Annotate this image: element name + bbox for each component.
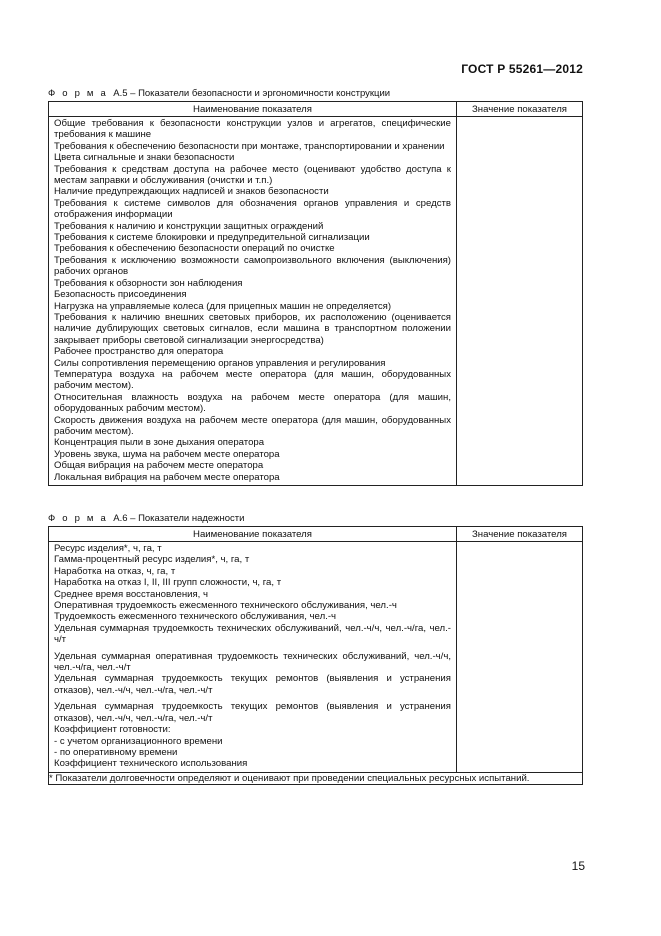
- table-row: Требования к обеспечению безопасности операций по очистке: [54, 243, 335, 255]
- table-row: Общие требования к безопасности конструкции узлов и агрегатов, специфические требования к машине: [54, 118, 451, 141]
- table-row: Относительная влажность воздуха на рабочем месте оператора (для машин, оборудованных рабочим местом).: [54, 391, 451, 415]
- table-row: Ресурс изделия*, ч, га, т: [54, 543, 162, 554]
- table-row: Уровень звука, шума на рабочем месте оператора: [54, 448, 280, 460]
- table-row: Общая вибрация на рабочем месте оператора: [54, 460, 264, 472]
- table-row: Концентрация пыли в зоне дыхания оператора: [54, 437, 265, 449]
- table-row: Требования к средствам доступа на рабочее место (оценивают удобство доступа к местам заправки и обслуживания (очистки и т.п.): [54, 163, 451, 187]
- table-row: Требования к обеспечению безопасности при монтаже, транспортировании и хранении: [54, 140, 445, 152]
- table-row: Трудоемкость ежесменного технического обслуживания, чел.-ч: [54, 611, 337, 623]
- form-a6-header-name: Наименование показателя: [49, 527, 457, 542]
- table-row: Оперативная трудоемкость ежесменного технического обслуживания, чел.-ч: [54, 600, 397, 612]
- form-a5-form-word: Ф о р м а: [48, 88, 108, 99]
- form-a6-title: А.6 – Показатели надежности: [113, 513, 245, 524]
- table-row: Удельная суммарная трудоемкость текущих ремонтов (выявления и устранения отказов), чел.-ч/ч, чел.-ч/га, чел.-ч/т: [54, 673, 451, 696]
- table-row: - с учетом организационного времени: [54, 735, 223, 747]
- table-row: Гамма-процентный ресурс изделия*, ч, га, т: [54, 554, 250, 566]
- table-row: Силы сопротивления перемещению органов управления и регулирования: [54, 357, 386, 369]
- form-a6-table: [48, 526, 583, 785]
- table-row: Рабочее пространство для оператора: [54, 346, 224, 358]
- form-a5-header-name: Наименование показателя: [49, 102, 457, 117]
- table-row: Коэффициент готовности:: [54, 724, 171, 736]
- form-a6-caption: [48, 513, 244, 524]
- form-a5-value-cell: [457, 117, 583, 486]
- table-row: Требования к системе символов для обозначения органов управления и средств отображения информации: [54, 197, 451, 221]
- form-a5-caption: [48, 88, 390, 99]
- table-row: Коэффициент технического использования: [54, 758, 248, 770]
- table-row: Требования к системе блокировки и предупредительной сигнализации: [54, 232, 370, 244]
- form-a6-footnote: * Показатели долговечности определяют и оценивают при проведении специальных ресурсных испытаний.: [49, 772, 583, 784]
- table-row: Удельная суммарная трудоемкость текущих ремонтов (выявления и устранения отказов), чел.-ч/ч, чел.-ч/га, чел.-ч/т: [54, 701, 451, 724]
- table-row: Наработка на отказ, ч, га, т: [54, 565, 176, 577]
- form-a5-header-value: Значение показателя: [457, 102, 583, 117]
- standard-code: ГОСТ Р 55261—2012: [461, 62, 583, 76]
- form-a5-table: [48, 101, 583, 486]
- form-a6-form-word: Ф о р м а: [48, 513, 108, 524]
- table-row: Требования к наличию внешних световых приборов, их расположению (оценивается наличие дублирующих световых сигналов, если машина в транспортном положении закрывает приборы световой сигнализации энергосредства): [54, 311, 451, 346]
- table-row: Удельная суммарная трудоемкость технических обслуживаний, чел.-ч/ч, чел.-ч/га, чел.-ч/т: [54, 622, 451, 646]
- form-a6-indicator-list: [49, 542, 456, 772]
- table-row: Нагрузка на управляемые колеса (для прицепных машин не определяется): [54, 300, 392, 312]
- table-row: Безопасность присоединения: [54, 289, 187, 301]
- table-row: Требования к наличию и конструкции защитных ограждений: [54, 220, 324, 232]
- table-row: Удельная суммарная оперативная трудоемкость технических обслуживаний, чел.-ч/ч, чел.-ч/га, чел.-ч/т: [54, 650, 451, 674]
- form-a6-header-value: Значение показателя: [457, 527, 583, 542]
- table-row: Скорость движения воздуха на рабочем месте оператора (для машин, оборудованных рабочим местом).: [54, 414, 451, 437]
- form-a6-value-cell: [457, 542, 583, 773]
- table-row: Требования к обзорности зон наблюдения: [54, 277, 243, 289]
- table-row: Цвета сигнальные и знаки безопасности: [54, 152, 235, 164]
- form-a5-indicator-list: [49, 117, 456, 485]
- table-row: Наработка на отказ I, II, III групп сложности, ч, га, т: [54, 577, 282, 589]
- table-row: Среднее время восстановления, ч: [54, 588, 209, 600]
- table-row: - по оперативному времени: [54, 746, 178, 758]
- table-row: Локальная вибрация на рабочем месте оператора: [54, 471, 280, 483]
- table-row: Температура воздуха на рабочем месте оператора (для машин, оборудованных рабочим местом).: [54, 368, 451, 392]
- table-row: Требования к исключению возможности самопроизвольного включения (выключения) рабочих органов: [54, 254, 451, 278]
- form-a5-title: А.5 – Показатели безопасности и эргономичности конструкции: [113, 88, 391, 99]
- page-number: 15: [571, 859, 585, 873]
- table-row: Наличие предупреждающих надписей и знаков безопасности: [54, 186, 329, 198]
